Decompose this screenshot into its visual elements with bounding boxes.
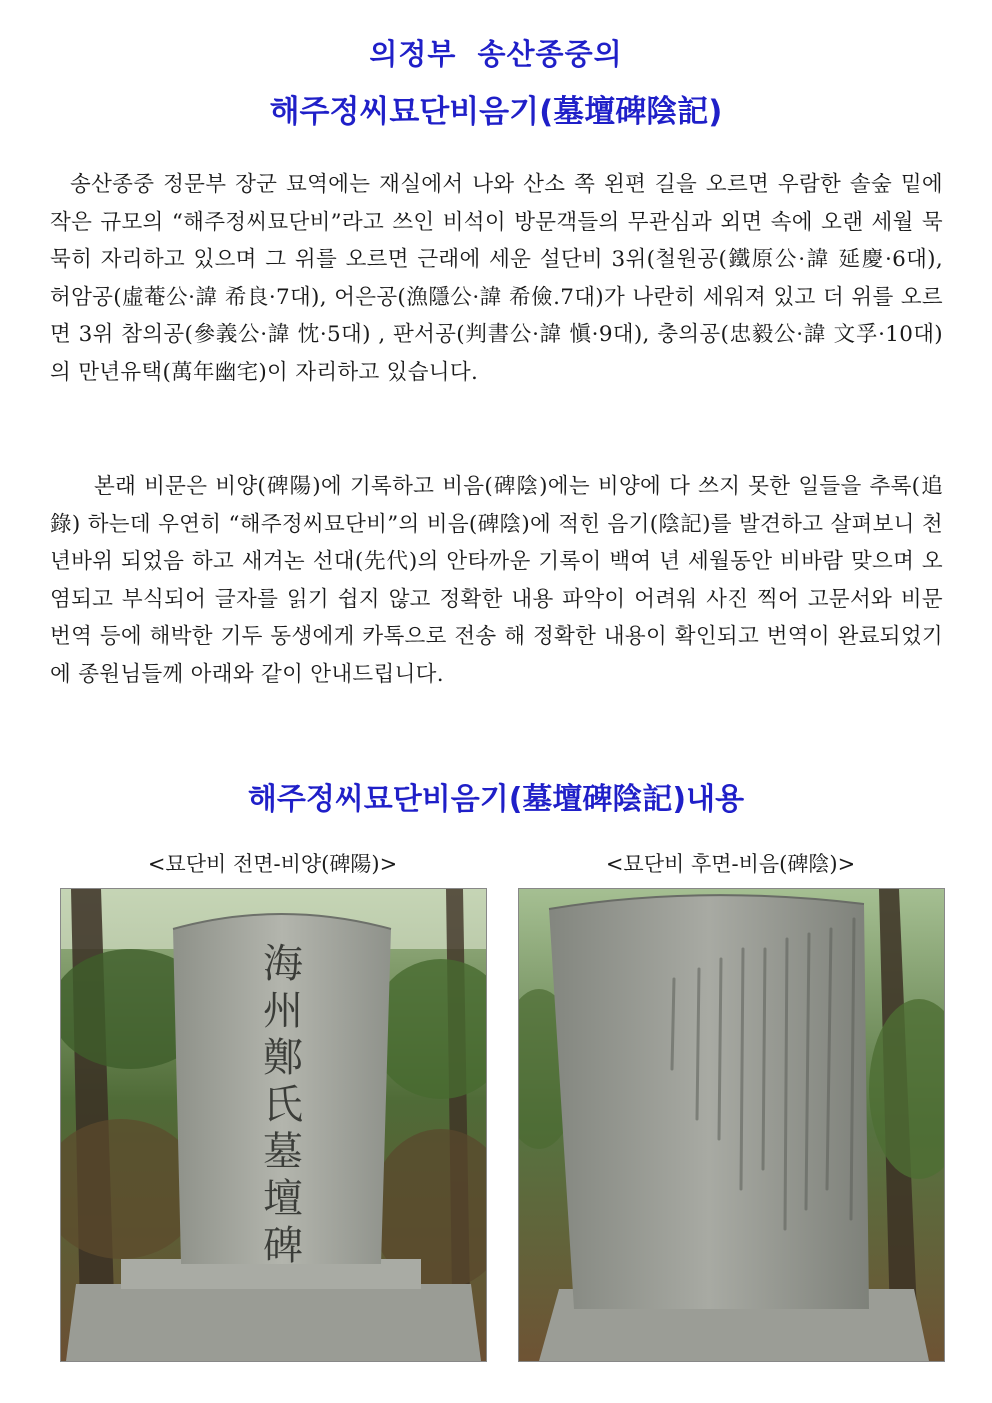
inscription-char: 鄭 xyxy=(263,1035,303,1081)
inscription-char: 海 xyxy=(263,941,303,987)
inscription-char: 壇 xyxy=(263,1176,303,1222)
front-photo-caption: <묘단비 전면-비양(碑陽)> xyxy=(147,852,398,876)
document-title-line2: 해주정씨묘단비음기(墓壇碑陰記) xyxy=(269,94,723,130)
inscription-char: 州 xyxy=(263,988,303,1034)
inscription-char: 氏 xyxy=(263,1082,303,1128)
back-photo-caption: <묘단비 후면-비음(碑陰)> xyxy=(605,852,856,876)
inscription-char: 碑 xyxy=(263,1223,303,1269)
monument-back-photo xyxy=(518,888,945,1362)
intro-paragraph: 송산종중 정문부 장군 묘역에는 재실에서 나와 산소 쪽 왼편 길을 오르면 우람한 솔숲 밑에 작은 규모의 “해주정씨묘단비”라고 쓰인 비석이 방문객들의 무관심과 외면 속에 오랜 세월 묵묵히 자리하고 있으며 그 위를 오르면 근래에 세운 설단비 3위(철원공(鐵原公·諱 延慶·6대), 허암공(虛菴公·諱 希良·7대), 어은공(漁隱公·諱 希儉.7대)가 나란히 세워져 있고 더 위를 오르면 3위 참의공(參義公·諱 忱·5대) , 판서공(判書公·諱 愼·9대), 충의공(忠毅公·諱 文孚·10대)의 만년유택(萬年幽宅)이 자리하고 있습니다. xyxy=(50,172,943,385)
document-title-line1: 의정부 송산종중의 xyxy=(369,37,623,71)
background-paragraph: 본래 비문은 비양(碑陽)에 기록하고 비음(碑陰)에는 비양에 다 쓰지 못한 일들을 추록(追錄) 하는데 우연히 “해주정씨묘단비”의 비음(碑陰)에 적힌 음기(陰記)를 발견하고 살펴보니 천년바위 되었음 하고 새겨논 선대(先代)의 안타까운 기록이 백여 년 세월동안 비바람 맞으며 오염되고 부식되어 글자를 읽기 쉽지 않고 정확한 내용 파악이 어려워 사진 찍어 고문서와 비문 번역 등에 해박한 기두 동생에게 카톡으로 전송 해 정확한 내용이 확인되고 번역이 완료되었기에 종원님들께 아래와 같이 안내드립니다. xyxy=(50,474,943,687)
section-title: 해주정씨묘단비음기(墓壇碑陰記)내용 xyxy=(247,782,745,817)
monument-front-photo xyxy=(60,888,487,1362)
inscription-char: 墓 xyxy=(263,1129,303,1175)
